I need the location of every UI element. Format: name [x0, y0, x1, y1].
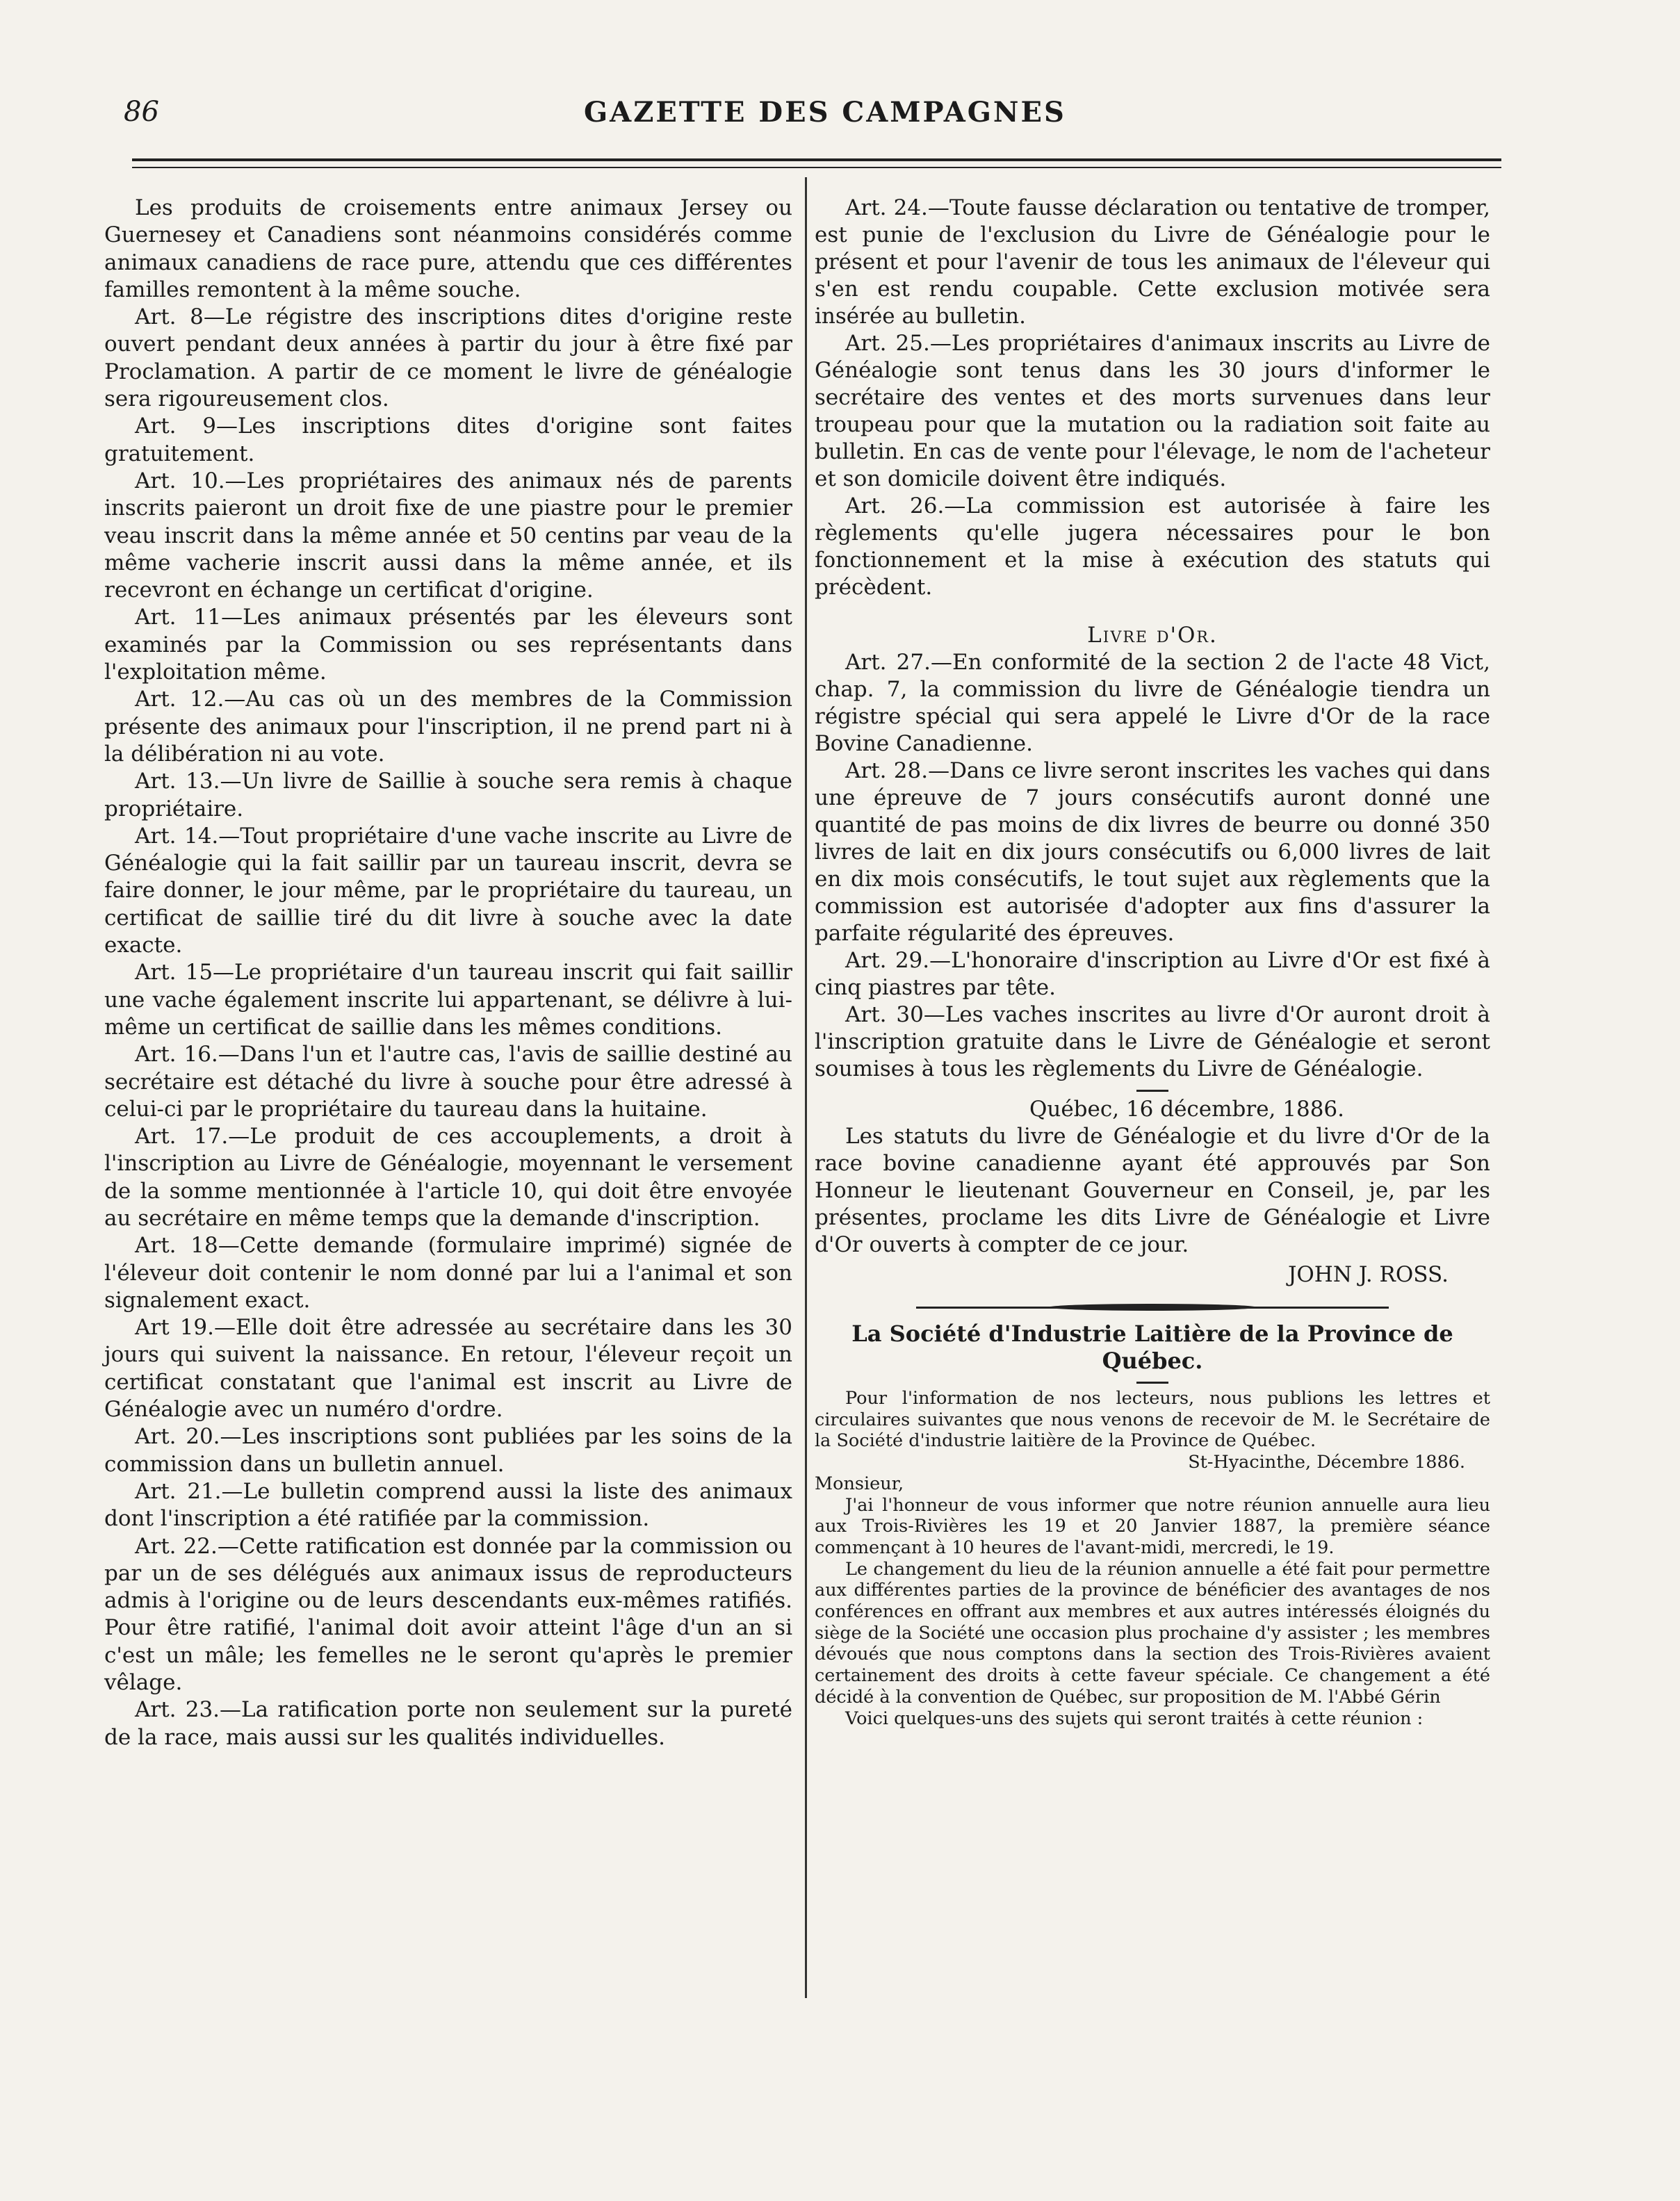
article-21: Art. 21.—Le bulletin comprend aussi la liste des animaux dont l'inscription a été ratifiée par la commission. — [104, 1478, 792, 1532]
right-column — [815, 195, 1490, 1729]
header-rule-thin — [132, 167, 1501, 168]
article-14: Art. 14.—Tout propriétaire d'une vache inscrite au Livre de Généalogie qui la fait saillir par un taureau inscrit, devra se faire donner, le jour même, par le propriétaire du taureau, un certificat de saillie tiré du dit livre à souche avec la date exacte. — [104, 823, 792, 958]
proclamation: Les statuts du livre de Généalogie et du livre d'Or de la race bovine canadienne ayant été approuvés par Son Honneur le lieutenant Gouverneur en Conseil, je, par les présentes, proclame les dits Livre de Généalogie et Livre d'Or ouverts à compter de ce jour. — [815, 1124, 1490, 1257]
letter-paragraph: Le changement du lieu de la réunion annuelle a été fait pour permettre aux différentes parties de la province de bénéficier des avantages de nos conférences en offrant aux membres et aux autres intéressés éloignés du siège de la Société une occasion plus prochaine d'y assister ; les membres dévoués que nous comptons dans la section des Trois-Rivières avaient certainement des droits à cette faveur spéciale. Ce changement a été décidé à la convention de Québec, sur proposition de M. l'Abbé Gérin — [815, 1558, 1490, 1708]
small-intro: Pour l'information de nos lecteurs, nous publions les lettres et circulaires suivantes que nous venons de recevoir de M. le Secrétaire de la Société d'industrie laitière de la Province de Québec. — [815, 1388, 1490, 1452]
article-29: Art. 29.—L'honoraire d'inscription au Livre d'Or est fixé à cinq piastres par tête. — [815, 948, 1490, 1000]
section-heading: La Société d'Industrie Laitière de la Province de Québec. — [851, 1320, 1453, 1374]
ornamental-rule — [916, 1304, 1389, 1311]
column-divider — [805, 177, 807, 1998]
left-column — [104, 195, 792, 1751]
header-rule-thick — [132, 158, 1501, 161]
signature: JOHN J. ROSS. — [1287, 1262, 1449, 1287]
masthead-title: GAZETTE DES CAMPAGNES — [584, 96, 1066, 129]
letter-date: St-Hyacinthe, Décembre 1886. — [1188, 1452, 1465, 1473]
salutation: Monsieur, — [815, 1473, 904, 1494]
article-12: Art. 12.—Au cas où un des membres de la Commission présente des animaux pour l'inscription, il ne prend part ni à la délibération ni au vote. — [104, 687, 792, 767]
article-10: Art. 10.—Les propriétaires des animaux nés de parents inscrits paieront un droit fixe de une piastre pour le premier veau inscrit dans la même année et 50 centins par veau de la même vacherie inscrit aussi dans la même année, et ils recevront en échange un certificat d'origine. — [104, 468, 792, 603]
article-11: Art. 11—Les animaux présentés par les éleveurs sont examinés par la Commission ou ses représentants dans l'exploitation même. — [104, 605, 792, 685]
ornament-swell — [1048, 1304, 1257, 1311]
page-number: 86 — [124, 96, 159, 128]
article-17: Art. 17.—Le produit de ces accouplements, a droit à l'inscription au Livre de Généalogie, moyennant le versement de la somme mentionnée à l'article 10, qui doit être envoyée au secrétaire en même temps que la demande d'inscription. — [104, 1124, 792, 1231]
article-15: Art. 15—Le propriétaire d'un taureau inscrit qui fait saillir une vache également inscrite lui appartenant, se délivre à lui-même un certificat de saillie dans les mêmes conditions. — [104, 960, 792, 1040]
spacer — [815, 601, 1490, 622]
article-22: Art. 22.—Cette ratification est donnée par la commission ou par un de ses délégués aux animaux issus de reproducteurs admis à l'origine ou de leurs descendants eux-mêmes ratifiés. Pour être ratifié, l'animal doit avoir atteint l'âge d'un an si c'est un mâle; les femelles ne le seront qu'après le premier vêlage. — [104, 1533, 792, 1696]
article-26: Art. 26.—La commission est autorisée à faire les règlements qu'elle jugera nécessaires pour le bon fonctionnement et la mise à exécution des statuts qui précèdent. — [815, 493, 1490, 600]
letter-paragraph: Voici quelques-uns des sujets qui seront traités à cette réunion : — [845, 1708, 1424, 1729]
article-16: Art. 16.—Dans l'un et l'autre cas, l'avis de saillie destiné au secrétaire est détaché du livre à souche pour être adressé à celui-ci par le propriétaire du taureau dans la huitaine. — [104, 1042, 792, 1122]
article-13: Art. 13.—Un livre de Saillie à souche sera remis à chaque propriétaire. — [104, 769, 792, 821]
article-19: Art 19.—Elle doit être adressée au secrétaire dans les 30 jours qui suivent la naissance. En retour, l'éleveur reçoit un certificat constatant que l'animal est inscrit au Livre de Généalogie avec un numéro d'ordre. — [104, 1315, 792, 1423]
article-20: Art. 20.—Les inscriptions sont publiées par les soins de la commission dans un bulletin annuel. — [104, 1424, 792, 1477]
paragraph: Les produits de croisements entre animaux Jersey ou Guernesey et Canadiens sont néanmoins considérés comme animaux canadiens de race pure, attendu que ces différentes familles remontent à la même souche. — [104, 195, 792, 302]
short-dash-divider — [1136, 1382, 1168, 1384]
article-23: Art. 23.—La ratification porte non seulement sur la pureté de la race, mais aussi sur les qualités individuelles. — [104, 1697, 792, 1750]
article-30: Art. 30—Les vaches inscrites au livre d'Or auront droit à l'inscription gratuite dans le Livre de Généalogie et seront soumises à tous les règlements du Livre de Généalogie. — [815, 1002, 1490, 1081]
article-25: Art. 25.—Les propriétaires d'animaux inscrits au Livre de Généalogie sont tenus dans les 30 jours d'informer le secrétaire des ventes et des morts survenues dans leur troupeau pour que la mutation ou la radiation soit faite au bulletin. En cas de vente pour l'élevage, le nom de l'acheteur et son domicile doivent être indiqués. — [815, 331, 1490, 491]
article-28: Art. 28.—Dans ce livre seront inscrites les vaches qui dans une épreuve de 7 jours consécutifs auront donné une quantité de pas moins de dix livres de beurre ou donné 350 livres de lait en dix jours consécutifs ou 6,000 livres de lait en dix mois consécutifs, le tout sujet aux règlements que la commission est autorisée d'adopter aux fins d'assurer la parfaite régularité des épreuves. — [815, 758, 1490, 946]
letter-paragraph: J'ai l'honneur de vous informer que notre réunion annuelle aura lieu aux Trois-Rivières les 19 et 20 Janvier 1887, la première séance commençant à 10 heures de l'avant-midi, mercredi, le 19. — [815, 1494, 1490, 1558]
article-18: Art. 18—Cette demande (formulaire imprimé) signée de l'éleveur doit contenir le nom donné par lui a l'animal et son signalement exact. — [104, 1233, 792, 1313]
article-24: Art. 24.—Toute fausse déclaration ou tentative de tromper, est punie de l'exclusion du Livre de Généalogie pour le présent et pour l'avenir de tous les animaux de l'éleveur qui s'en est rendu coupable. Cette exclusion motivée sera insérée au bulletin. — [815, 195, 1490, 329]
article-9: Art. 9—Les inscriptions dites d'origine sont faites gratuitement. — [104, 414, 792, 466]
short-dash-divider — [1136, 1090, 1168, 1092]
livre-dor-heading: Livre d'Or. — [1087, 623, 1218, 648]
article-8: Art. 8—Le régistre des inscriptions dites d'origine reste ouvert pendant deux années à partir du jour à être fixé par Proclamation. A partir de ce moment le livre de généalogie sera rigoureusement clos. — [104, 304, 792, 412]
dateline: Québec, 16 décembre, 1886. — [1029, 1097, 1344, 1122]
article-27: Art. 27.—En conformité de la section 2 de l'acte 48 Vict, chap. 7, la commission du livre de Généalogie tiendra un régistre spécial qui sera appelé le Livre d'Or de la race Bovine Canadienne. — [815, 650, 1490, 756]
